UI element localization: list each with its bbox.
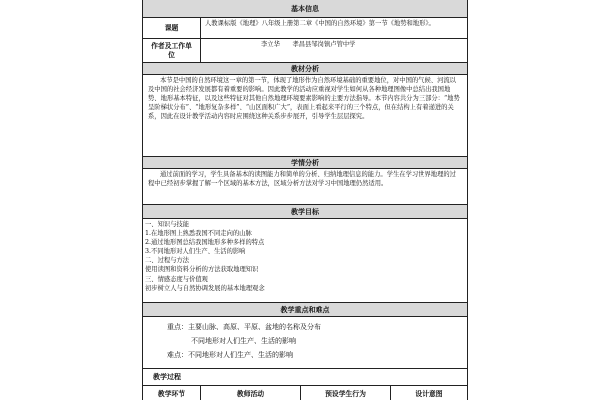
basic-info-header-text: 基本信息 [291,4,319,13]
teaching-goals-header-text: 教学目标 [291,207,319,216]
author-value: 李立华 孝昌县邹岗镇卢管中学 [261,41,356,48]
key-points-header [143,303,467,317]
textbook-analysis-text: 本节是中国的自然环境这一章的第一节，体现了地形作为自然环境基础的重要地位，对中国的气候、河流以及中国的社会经济发展都有着重要的影响。因此教学的活动应重视对学生如何从各种地理图像中总结出我国地势、地形基本特征，以及这些特征对其他自然地理环境要素影响的主要方法指导。本节内容共分为三部分：“地势呈阶梯状分布”、“地形复杂多样”、“山区面积广大”，表面上看起来平行的三个特点，但在结构上有着递进的关系，因此在设计教学活动内容时应围绕这种关系步步展开，引导学生层层探究。 [143,75,467,157]
topic-value: 人教课标版《地理》八年级上册第二章《中国的自然环境》第一节《地势和地形》。 [205,20,435,27]
teaching-goals-list [143,219,467,303]
key-point-line-2: 不同地形对人们生产、生活的影响 [191,337,296,345]
textbook-analysis-header-text: 教材分析 [291,64,319,73]
student-analysis-header-text: 学情分析 [291,158,319,167]
process-col-teacher: 教师活动 [201,386,301,400]
goal-line: 一、知识与技能 [145,221,190,228]
textbook-analysis-header [143,63,467,75]
teaching-goals-header [143,205,467,219]
author-label: 作者及工作单位 [143,39,201,62]
process-header [143,369,467,386]
process-col-stage: 教学环节 [143,386,201,400]
basic-info-header [143,0,467,18]
key-point-line: 重点：主要山脉、高原、平原、盆地的名称及分布 [167,323,321,331]
goal-line: 初步树立人与自然协调发展的基本地理观念 [145,284,265,292]
goal-line: 使用读图和资料分析的方法获取地理知识 [145,266,259,274]
topic-row [143,18,467,39]
process-col-student: 预设学生行为 [301,386,391,400]
difficult-point-line: 难点：不同地形对人们生产、生活的影响 [167,351,293,359]
student-analysis-text: 通过前面的学习，学生具备基本的读图能力和简单的分析、归纳地理信息的能力。学生在学习世界地理的过程中已经初步掌握了解一个区域的基本方法，区域分析方法对学习中国地理仍然适用。 [143,169,467,205]
author-row [143,39,467,63]
lesson-plan-table [142,0,468,400]
goal-line: 二、过程与方法 [145,257,190,265]
goal-line: 2.通过地形图总结我国地形多种多样的特点 [145,239,265,247]
goal-line: 三、情感态度与价值观 [145,275,208,283]
key-points-body [143,317,467,369]
process-columns-row [143,386,467,400]
process-header-text: 教学过程 [153,373,181,381]
goal-line: 1.在地形图上熟悉我国不同走向的山脉 [145,230,252,238]
goal-line: 3.不同地形对人们生产、生活的影响 [145,248,246,256]
key-points-header-text: 教学重点和难点 [280,305,330,314]
student-analysis-header [143,157,467,169]
process-col-intent: 设计意图 [415,390,443,398]
topic-label: 课题 [143,18,201,38]
